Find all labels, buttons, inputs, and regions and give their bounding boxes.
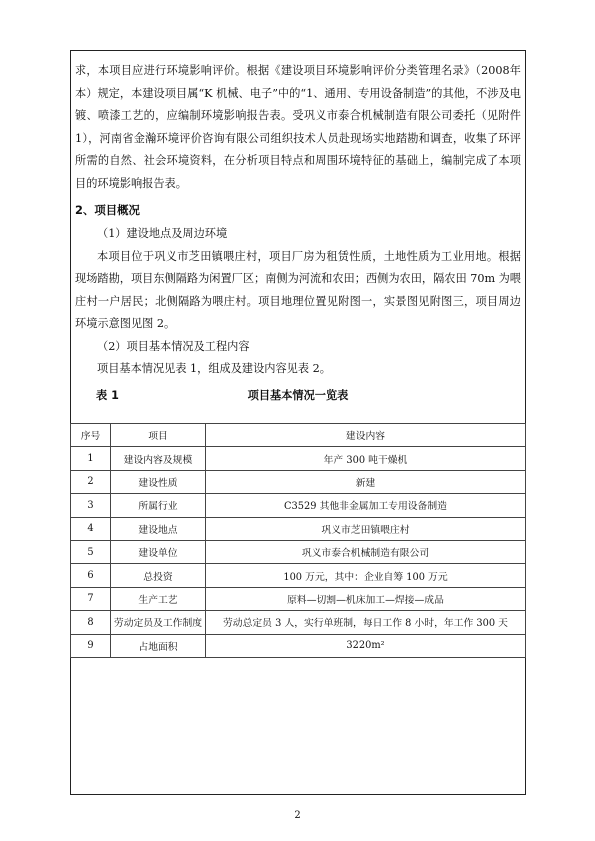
- row-content: C3529 其他非金属加工专用设备制造: [206, 494, 526, 517]
- header-cell: 序号: [71, 424, 111, 447]
- location-paragraph: 本项目位于巩义市芝田镇喂庄村，项目厂房为租赁性质，土地性质为工业用地。根据现场踏勘，项目东侧隔路为闲置厂区；南侧为河流和农田；西侧为农田，隔农田 70m 为喂庄村一户居民；北侧隔路为喂庄村。项目地理位置见附图一，实景图见附图三，项目周边环境示意图见图 2。: [75, 249, 521, 330]
- subsection-heading-2: （2）项目基本情况及工程内容: [97, 339, 250, 353]
- row-index: 6: [71, 564, 111, 587]
- table-caption: [75, 387, 521, 405]
- document-body: [75, 60, 521, 405]
- tables-reference: 项目基本情况见表 1，组成及建设内容见表 2。: [97, 362, 331, 375]
- row-item: 生产工艺: [111, 587, 206, 610]
- row-index: 2: [71, 470, 111, 493]
- row-item: 建设地点: [111, 517, 206, 540]
- row-index: 7: [71, 587, 111, 610]
- row-item: 劳动定员及工作制度: [111, 611, 206, 634]
- row-index: 4: [71, 517, 111, 540]
- subsection-heading-1: （1）建设地点及周边环境: [97, 227, 228, 240]
- row-index: 3: [71, 494, 111, 517]
- table-row: [71, 634, 526, 657]
- row-index: 5: [71, 540, 111, 563]
- table-row: [71, 470, 526, 493]
- row-item: 占地面积: [111, 634, 206, 657]
- table-title: 项目基本情况一览表: [247, 388, 349, 402]
- row-content: 劳动总定员 3 人，实行单班制，每日工作 8 小时，年工作 300 天: [206, 611, 526, 634]
- row-content: 年产 300 吨干燥机: [206, 447, 526, 470]
- section-heading: 2、项目概况: [75, 203, 140, 217]
- table-row: [71, 517, 526, 540]
- page-number: 2: [294, 810, 301, 821]
- intro-paragraph: 求，本项目应进行环境影响评价。根据《建设项目环境影响评价分类管理名录》（2008年本）规定，本建设项目属“K 机械、电子”中的“1、通用、专用设备制造”的其他，不涉及电镀、喷漆工艺的，应编制环境影响报告表。受巩义市泰合机械制造有限公司委托（见附件 1），河南省金瀚环境评价咨询有限公司组织技术人员赴现场实地踏勘和调查，收集了环评所需的自然、社会环境资料，在分析项目特点和周围环境特征的基础上，编制完成了本项目的环境影响报告表。: [75, 64, 521, 190]
- row-item: 建设性质: [111, 470, 206, 493]
- row-content: 100 万元，其中：企业自筹 100 万元: [206, 564, 526, 587]
- row-item: 建设内容及规模: [111, 447, 206, 470]
- row-item: 总投资: [111, 564, 206, 587]
- header-cell: 项目: [111, 424, 206, 447]
- table-number: 表 1: [96, 388, 119, 402]
- row-content: 原料—切割—机床加工—焊接—成品: [206, 587, 526, 610]
- table-row: [71, 494, 526, 517]
- basic-info-table: [70, 423, 526, 658]
- table-header-row: [71, 424, 526, 447]
- row-index: 1: [71, 447, 111, 470]
- row-content: 3220m²: [206, 634, 526, 657]
- table-row: [71, 611, 526, 634]
- row-index: 9: [71, 634, 111, 657]
- header-cell: 建设内容: [206, 424, 526, 447]
- table-row: [71, 540, 526, 563]
- row-content: 新建: [206, 470, 526, 493]
- table-row: [71, 564, 526, 587]
- row-item: 建设单位: [111, 540, 206, 563]
- row-index: 8: [71, 611, 111, 634]
- table-row: [71, 447, 526, 470]
- row-content: 巩义市芝田镇喂庄村: [206, 517, 526, 540]
- table-row: [71, 587, 526, 610]
- row-content: 巩义市泰合机械制造有限公司: [206, 540, 526, 563]
- row-item: 所属行业: [111, 494, 206, 517]
